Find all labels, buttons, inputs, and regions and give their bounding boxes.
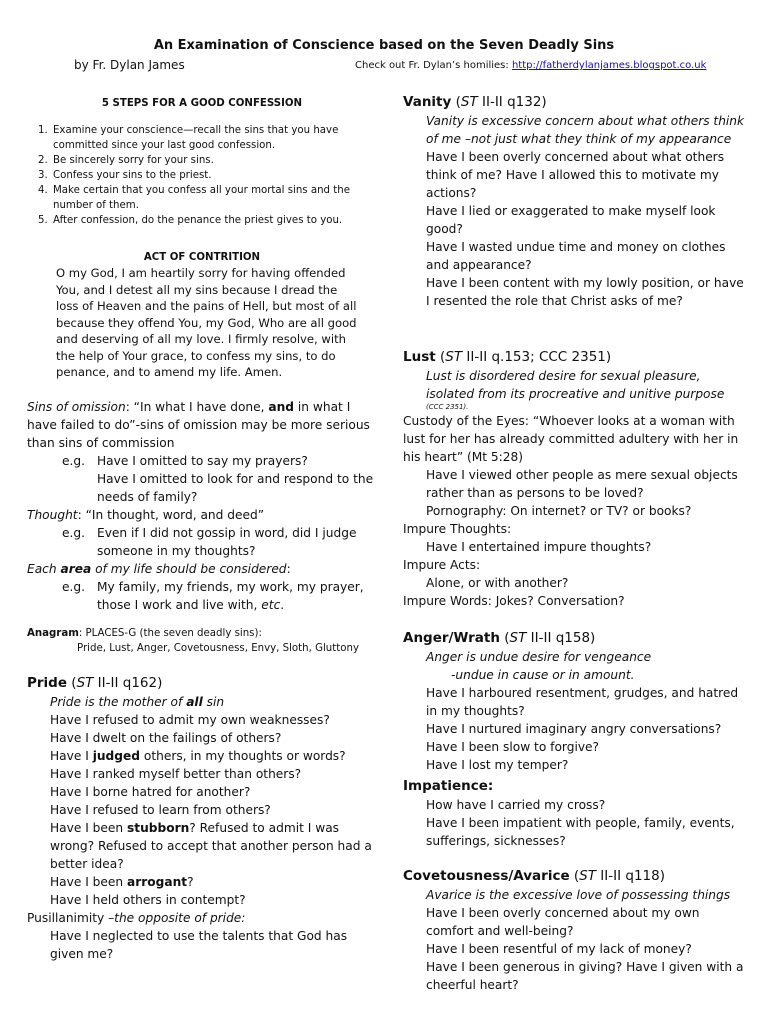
pride-question: Have I held others in contempt? <box>50 893 246 907</box>
st-ref: ST <box>445 349 463 365</box>
vanity-reference: II-II q132) <box>477 94 547 110</box>
area-prefix: Each <box>27 562 61 576</box>
impatience-heading: Impatience: <box>403 778 494 794</box>
impure-words-label: Impure Words: Jokes? Conversation? <box>403 594 625 608</box>
ref-open: ( <box>499 630 510 646</box>
area-colon: : <box>286 562 291 576</box>
vanity-question: Have I been content with my lowly position, or have I resented the role that Christ asks of me? <box>426 276 744 308</box>
q-part: ? Refused to admit I was wrong? Refused to accept that another person had a better idea? <box>50 821 372 871</box>
pride-question: Have I ranked myself better than others? <box>50 767 302 781</box>
q-bold: stubborn <box>127 821 190 835</box>
anger-question: Have I harboured resentment, grudges, and hatred in my thoughts? <box>426 686 739 718</box>
impatience-question: How have I carried my cross? <box>426 798 606 812</box>
avarice-definition: Avarice is the excessive love of possessing things <box>426 888 731 902</box>
steps-heading: 5 STEPS FOR A GOOD CONFESSION <box>101 98 303 109</box>
avarice-question: Have I been overly concerned about my own comfort and well-being? <box>426 906 700 938</box>
steps-list <box>27 123 377 228</box>
custody-of-eyes: Custody of the Eyes: “Whoever looks at a woman with lust for her has already committed adultery with her in his heart” (Mt 5:28) <box>403 414 739 464</box>
q-part: ? <box>187 875 194 889</box>
thought-quote: : “In thought, word, and deed” <box>77 508 265 522</box>
pride-definition <box>50 693 377 711</box>
avarice-title: Covetousness/Avarice <box>403 868 570 884</box>
pride-body <box>27 693 377 909</box>
step-item: 5. After confession, do the penance the priest gives to you. <box>51 213 377 228</box>
pride-question: Have I neglected to use the talents that God has given me? <box>50 929 348 961</box>
pride-question <box>50 819 377 873</box>
st-ref: ST <box>509 630 527 646</box>
vanity-question: Have I lied or exaggerated to make myself look good? <box>426 204 716 236</box>
omission-label: Sins of omission <box>27 400 126 414</box>
step-item: 4. Make certain that you confess all your mortal sins and the number of them. <box>51 183 377 213</box>
step-item: 3. Confess your sins to the priest. <box>51 168 377 183</box>
document-title: An Examination of Conscience based on the Seven Deadly Sins <box>153 38 615 53</box>
lust-def-reference: (CCC 2351). <box>426 403 469 411</box>
anger-question: Have I nurtured imaginary angry conversations? <box>426 722 722 736</box>
pride-question: Have I borne hatred for another? <box>50 785 251 799</box>
impure-acts-label: Impure Acts: <box>403 558 481 572</box>
ref-open: ( <box>569 868 580 884</box>
ref-open: ( <box>435 349 446 365</box>
eg-label: e.g. <box>62 580 85 594</box>
area-word: area <box>60 562 92 576</box>
lust-question: Pornography: On internet? or TV? or books? <box>426 504 692 518</box>
anger-question: Have I been slow to forgive? <box>426 740 600 754</box>
lust-definition: Lust is disordered desire for sexual pleasure, isolated from its procreative and unitive purpose <box>426 369 725 401</box>
pusillanimity-heading <box>27 909 377 927</box>
act-of-contrition <box>27 250 377 381</box>
pride-title: Pride <box>27 675 67 691</box>
pride-question: Have I refused to admit my own weaknesses? <box>50 713 330 727</box>
vanity-heading <box>403 92 748 112</box>
pride-def-b: all <box>186 695 203 709</box>
thought-examples <box>27 524 377 560</box>
thought-example: Even if I did not gossip in word, did I judge someone in my thoughts? <box>97 526 357 558</box>
homilies-text: Check out Fr. Dylan’s homilies: <box>355 60 512 71</box>
vanity-definition: Vanity is excessive concern about what others think of me –not just what they think of my appearance <box>426 114 745 146</box>
anger-title: Anger/Wrath <box>403 630 500 646</box>
avarice-question: Have I been generous in giving? Have I given with a cheerful heart? <box>426 960 744 992</box>
anagram-section <box>27 626 377 656</box>
anagram-line <box>27 626 377 641</box>
pride-question <box>50 747 377 765</box>
omission-example: Have I omitted to look for and respond to the needs of family? <box>97 472 374 504</box>
avarice-body <box>403 886 748 994</box>
eg-label: e.g. <box>62 526 85 540</box>
thought-text <box>27 506 377 524</box>
avarice-question: Have I been resentful of my lack of money? <box>426 942 692 956</box>
anger-reference: II-II q158) <box>526 630 596 646</box>
anagram-label: Anagram <box>27 628 79 639</box>
ref-open: ( <box>67 675 77 691</box>
vanity-body <box>403 112 748 310</box>
vanity-title: Vanity <box>403 94 452 110</box>
st-ref: ST <box>460 94 478 110</box>
q-part: Have I been <box>50 821 128 835</box>
omission-text <box>27 398 377 452</box>
lust-section <box>403 347 748 610</box>
anger-question: Have I lost my temper? <box>426 758 569 772</box>
st-ref: ST <box>76 675 94 691</box>
pride-def-a: Pride is the mother of <box>50 695 187 709</box>
area-text <box>27 560 377 578</box>
thought-label: Thought <box>27 508 78 522</box>
omission-quote-end: in what I have failed to do”-sins of omission may be more serious than sins of commission <box>27 400 370 450</box>
anagram-text: : PLACES-G (the seven deadly sins): <box>78 628 262 639</box>
blog-link[interactable]: http://fatherdylanjames.blogspot.co.uk <box>511 60 707 71</box>
omission-quote: : “In what I have done, <box>125 400 269 414</box>
anger-section <box>403 628 748 850</box>
lust-question: Have I viewed other people as mere sexual objects rather than as persons to be loved? <box>426 468 738 500</box>
lust-reference: II-II q.153; CCC 2351) <box>462 349 612 365</box>
eg-label: e.g. <box>62 454 85 468</box>
area-example-etc: etc <box>261 598 281 612</box>
impatience-question: Have I been impatient with people, family, events, sufferings, sicknesses? <box>426 816 735 848</box>
pride-question <box>50 873 377 891</box>
avarice-heading <box>403 866 748 886</box>
area-suffix: of my life should be considered <box>91 562 287 576</box>
impure-thoughts-label: Impure Thoughts: <box>403 522 512 536</box>
homilies-note <box>355 60 706 71</box>
lust-question: Alone, or with another? <box>426 576 569 590</box>
lust-question: Have I entertained impure thoughts? <box>426 540 652 554</box>
contrition-heading: ACT OF CONTRITION <box>143 252 261 263</box>
anger-definition: Anger is undue desire for vengeance <box>426 650 652 664</box>
anger-definition-2: -undue in cause or in amount. <box>451 668 635 682</box>
pride-heading <box>27 673 377 693</box>
lust-title: Lust <box>403 349 436 365</box>
ref-open: ( <box>451 94 461 110</box>
avarice-reference: II-II q118) <box>596 868 665 884</box>
q-part: Have I <box>50 749 93 763</box>
step-item: 2. Be sincerely sorry for your sins. <box>51 153 377 168</box>
omission-examples <box>27 452 377 506</box>
pride-question: Have I refused to learn from others? <box>50 803 271 817</box>
q-bold: judged <box>92 749 140 763</box>
contrition-prayer: O my God, I am heartily sorry for having offended You, and I detest all my sins because I dread the loss of Heaven and the pains of Hell, but most of all because they offend You, my God, Who are all good and deserving of all my love. I firmly resolve, with the help of Your grace, to confess my sins, to do penance, and to amend my life. Amen. <box>56 266 357 379</box>
anagram-list: Pride, Lust, Anger, Covetousness, Envy, Sloth, Gluttony <box>77 643 359 654</box>
vanity-section <box>403 92 748 310</box>
pride-section <box>27 673 377 963</box>
step-item: 1. Examine your conscience—recall the sins that you have committed since your last good confession. <box>51 123 377 153</box>
omission-and: and <box>268 400 295 414</box>
lust-heading <box>403 347 748 367</box>
anger-heading <box>403 628 748 648</box>
area-example-text: My family, my friends, my work, my prayer, those I work and live with, <box>97 580 364 612</box>
author-line: by Fr. Dylan James <box>74 58 185 72</box>
q-part: Have I been <box>50 875 128 889</box>
vanity-question: Have I wasted undue time and money on clothes and appearance? <box>426 240 726 272</box>
vanity-question: Have I been overly concerned about what others think of me? Have I allowed this to motivate my actions? <box>426 150 725 200</box>
avarice-section <box>403 866 748 994</box>
st-ref: ST <box>579 868 596 884</box>
confession-steps <box>27 96 377 228</box>
omission-example: Have I omitted to say my prayers? <box>97 454 308 468</box>
pride-question: Have I dwelt on the failings of others? <box>50 731 282 745</box>
area-example <box>97 578 377 614</box>
area-example-end: . <box>280 598 285 612</box>
area-examples <box>27 578 377 614</box>
pus-subtitle: –the opposite of pride: <box>108 911 246 925</box>
q-part: others, in my thoughts or words? <box>139 749 346 763</box>
q-bold: arrogant <box>127 875 188 889</box>
pride-reference: II-II q162) <box>93 675 163 691</box>
pride-def-c: sin <box>202 695 225 709</box>
pus-title: Pusillanimity <box>27 911 109 925</box>
examples-text <box>97 452 377 506</box>
omission-section <box>27 398 377 614</box>
